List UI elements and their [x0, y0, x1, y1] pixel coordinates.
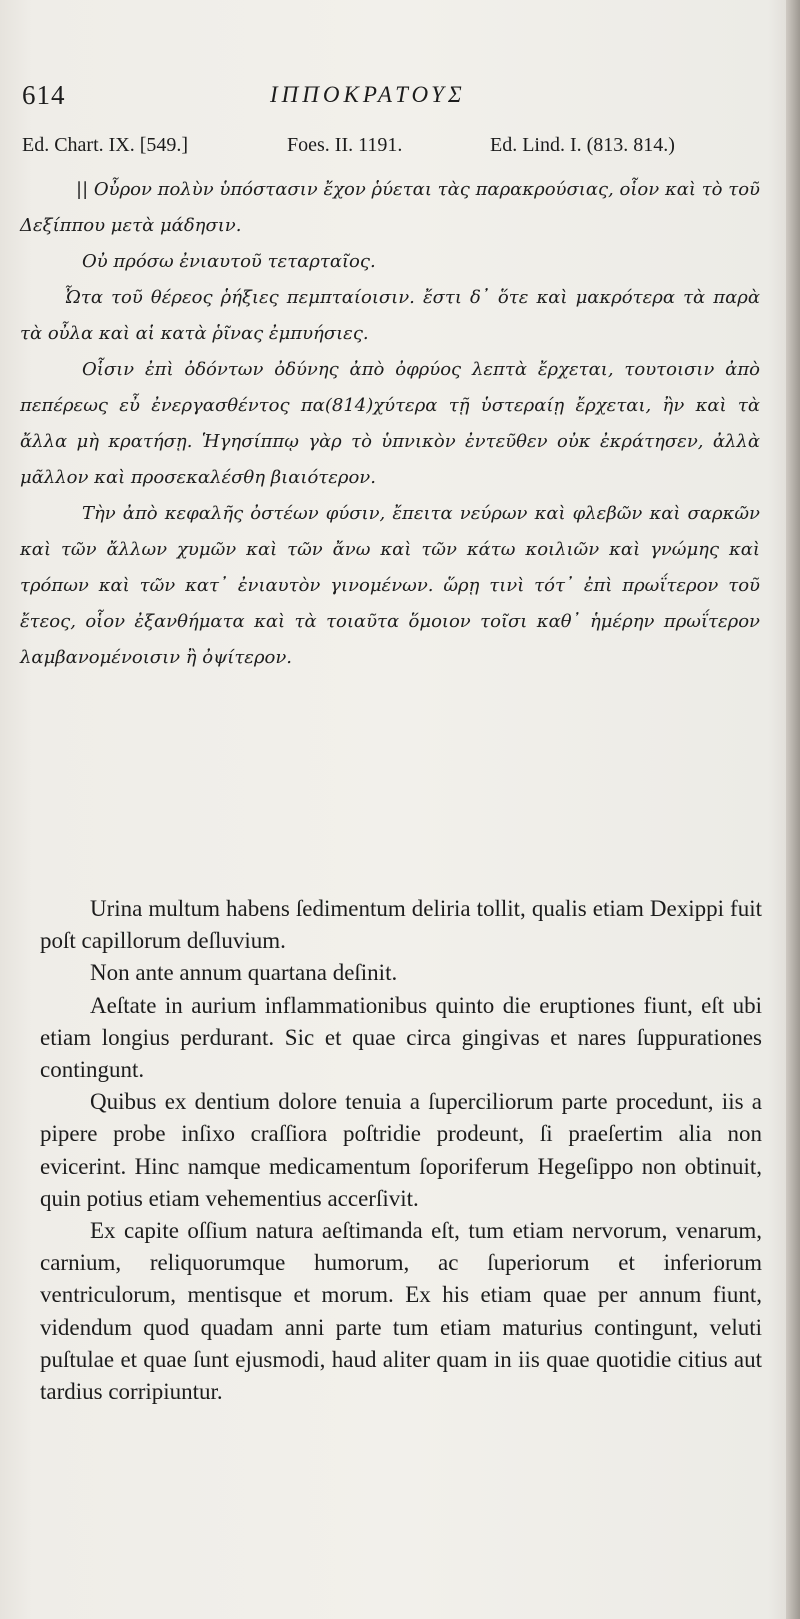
greek-paragraph: Τὴν ἀπὸ κεφαλῆς ὀστέων φύσιν, ἔπειτα νεύρων καὶ φλεβῶν καὶ σαρκῶν καὶ τῶν ἄλλων χυμῶν καὶ τῶν ἄνω καὶ τῶν κάτω κοιλιῶν καὶ γνώμης καὶ τρόπων καὶ τῶν κατ᾽ ἐνιαυτὸν γινομένων. ὥρῃ τινὶ τότ᾽ ἐπὶ πρωΐτερον τοῦ ἔτεος, οἷον ἐξανθήματα καὶ τὰ τοιαῦτα ὅμοιον τοῖσι καθ᾽ ἡμέρην πρωΐτερον λαμβανομένοισιν ἢ ὀψίτερον. — [20, 503, 760, 668]
greek-paragraph: || Οὖρον πολὺν ὑπόστασιν ἔχον ῥύεται τὰς παρακρούσιας, οἷον καὶ τὸ τοῦ Δεξίππου μετὰ μάδησιν. — [20, 179, 760, 236]
latin-paragraph: Ex capite oſſium natura aeſtimanda eſt, tum etiam nervorum, venarum, carnium, reliquorumque humorum, ac ſuperiorum et inferiorum ventriculorum, mentisque et morum. Ex his etiam quae per annum fiunt, videndum quod quadam anni parte tum etiam maturius contingunt, veluti puſtulae et quae ſunt ejusmodi, haud aliter quam in iis quae quotidie citius aut tardius corripiuntur. — [40, 1218, 762, 1405]
page-number: 614 — [22, 80, 66, 110]
chartier-reference: Ed. Chart. IX. [549.] — [22, 134, 189, 156]
greek-paragraph: Οὐ πρόσω ἐνιαυτοῦ τεταρταῖος. — [82, 251, 376, 272]
page-header — [22, 80, 722, 116]
latin-paragraph: Non ante annum quartana deſinit. — [90, 960, 398, 986]
foesius-reference: Foes. II. 1191. — [287, 134, 403, 156]
edition-reference-line — [22, 134, 762, 164]
latin-paragraph: Quibus ex dentium dolore tenuia a ſuperciliorum parte procedunt, iis a pipere probe inſixo craſſiora poſtridie prodeunt, ſi praeſertim alia non evicerint. Hinc namque medicamentum ſoporiferum Hegeſippo non obtinuit, quin potius etiam vehementius accerſivit. — [40, 1089, 762, 1211]
greek-paragraph: Οἷσιν ἐπὶ ὀδόντων ὀδύνης ἀπὸ ὀφρύος λεπτὰ ἔρχεται, τουτοισιν ἀπὸ πεπέρεως εὖ ἐνεργασθέντος πα(814)χύτερα τῇ ὑστεραίῃ ἔρχεται, ἢν καὶ τὰ ἄλλα μὴ κρατήσῃ. Ἡγησίππῳ γὰρ τὸ ὑπνικὸν ἐντεῦθεν οὐκ ἐκράτησεν, ἀλλὰ μᾶλλον καὶ προσεκαλέσθη βιαιότερον. — [20, 359, 760, 488]
page-gutter-shadow — [786, 0, 800, 1619]
latin-text-block — [40, 893, 762, 1408]
latin-paragraph: Aeſtate in aurium inflammationibus quinto die eruptiones fiunt, eſt ubi etiam longius perdurant. Sic et quae circa gingivas et nares ſuppurationes contingunt. — [40, 992, 762, 1083]
greek-paragraph: Ὦτα τοῦ θέρεος ῥήξιες πεμπταίοισιν. ἔστι δ᾽ ὅτε καὶ μακρότερα τὰ παρὰ τὰ οὖλα καὶ αἱ κατὰ ῥῖνας ἐμπυήσιες. — [20, 287, 760, 344]
greek-text-block — [20, 172, 760, 676]
running-head: ΙΠΠΟΚΡΑΤΟΥΣ — [270, 82, 466, 107]
latin-paragraph: Urina multum habens ſedimentum deliria tollit, qualis etiam Dexippi fuit poſt capillorum deſluvium. — [40, 896, 762, 954]
lind-reference: Ed. Lind. I. (813. 814.) — [490, 134, 675, 156]
